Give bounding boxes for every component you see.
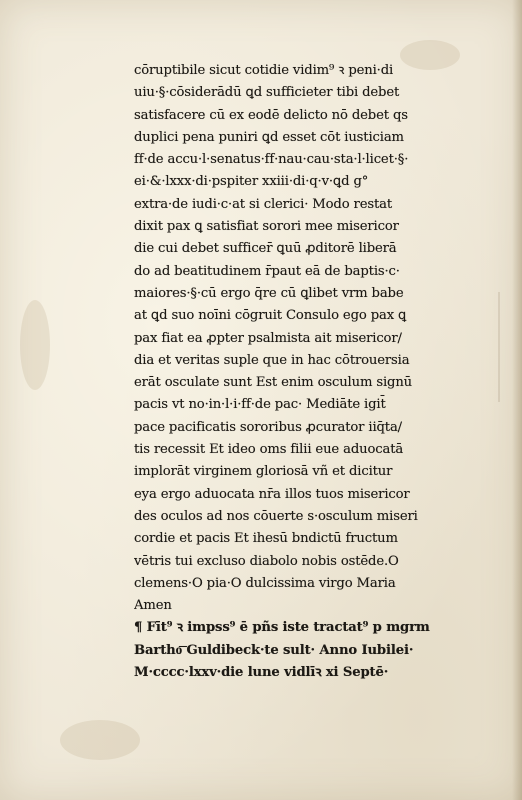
text-line: ei·&·lxxx·di·pspiter xxiii·di·q·v·ꝗd g° [134, 174, 369, 190]
text-line: at ꝗd suo noīni cōgruit Consulo ego pax ꝗ [134, 308, 407, 324]
text-line: dixit pax ꝗ satisfiat sorori mee misericor [134, 219, 399, 235]
fold-crease [492, 292, 506, 402]
colophon-line: ¶ Fīt⁹ ꝛ impss⁹ ē pñs iste tractat⁹ p mgrm [134, 620, 430, 636]
text-block [134, 60, 474, 684]
text-line: cordie et pacis Et ihesū bndictū fructum [134, 531, 398, 547]
text-line: tis recessit Et ideo oms filii eue aduocatā [134, 442, 404, 458]
text-line: uiu·§·cōsiderādū ꝗd sufficieter tibi debet [134, 85, 400, 101]
text-line: extra·de iudi·c·at si clerici· Modo restat [134, 196, 392, 212]
text-line: pacis vt no·in·l·i·ff·de pac· Mediāte igit̄ [134, 397, 386, 413]
text-line: maiores·§·cū ergo q̄re cū ꝗlibet vrm babe [134, 285, 404, 301]
colophon-line: Bartho͞ Guldibeck·te sult· Anno Iubilei· [134, 642, 414, 658]
text-line: duplici pena puniri ꝗd esset cōt iusticiam [134, 129, 404, 145]
text-line: cōruptibile sicut cotidie vidim⁹ ꝛ peni·di [134, 63, 394, 78]
text-line: die cui debet sufficer̄ ꝗuū ꝓditorē liberā [134, 241, 397, 257]
paper-stain [20, 300, 50, 390]
text-line: vētris tui excluso diabolo nobis ostēde.O [134, 553, 399, 569]
paper-stain [60, 720, 140, 760]
text-line: erāt osculate sunt Est enim osculum signū [134, 375, 413, 391]
text-line: do ad beatitudinem r̄paut eā de baptis·c· [134, 263, 400, 279]
text-line: satisfacere cū ex eodē delicto nō debet qs [134, 107, 408, 123]
text-line: pax fiat ea ꝓpter psalmista ait misericor/ [134, 330, 402, 346]
text-line: ff·de accu·l·senatus·ff·nau·cau·sta·l·licet·§· [134, 152, 409, 168]
text-line: pace pacificatis sororibus ꝓcurator iiq̄ta/ [134, 419, 402, 435]
text-line: des oculos ad nos cōuerte s·osculum miseri [134, 508, 418, 524]
page-edge-shadow [512, 0, 522, 800]
text-line: eya ergo aduocata nr̄a illos tuos misericor [134, 486, 410, 502]
text-line: implorāt virginem gloriosā vñ et dicitur [134, 464, 393, 480]
text-line: dia et veritas suple que in hac cōtrouersia [134, 352, 410, 368]
text-line: Amen [134, 598, 172, 614]
colophon-line: M·cccc·lxxv·die lune vidlīꝛ xi Septē· [134, 665, 389, 681]
text-line: clemens·O pia·O dulcissima virgo Maria [134, 575, 396, 591]
